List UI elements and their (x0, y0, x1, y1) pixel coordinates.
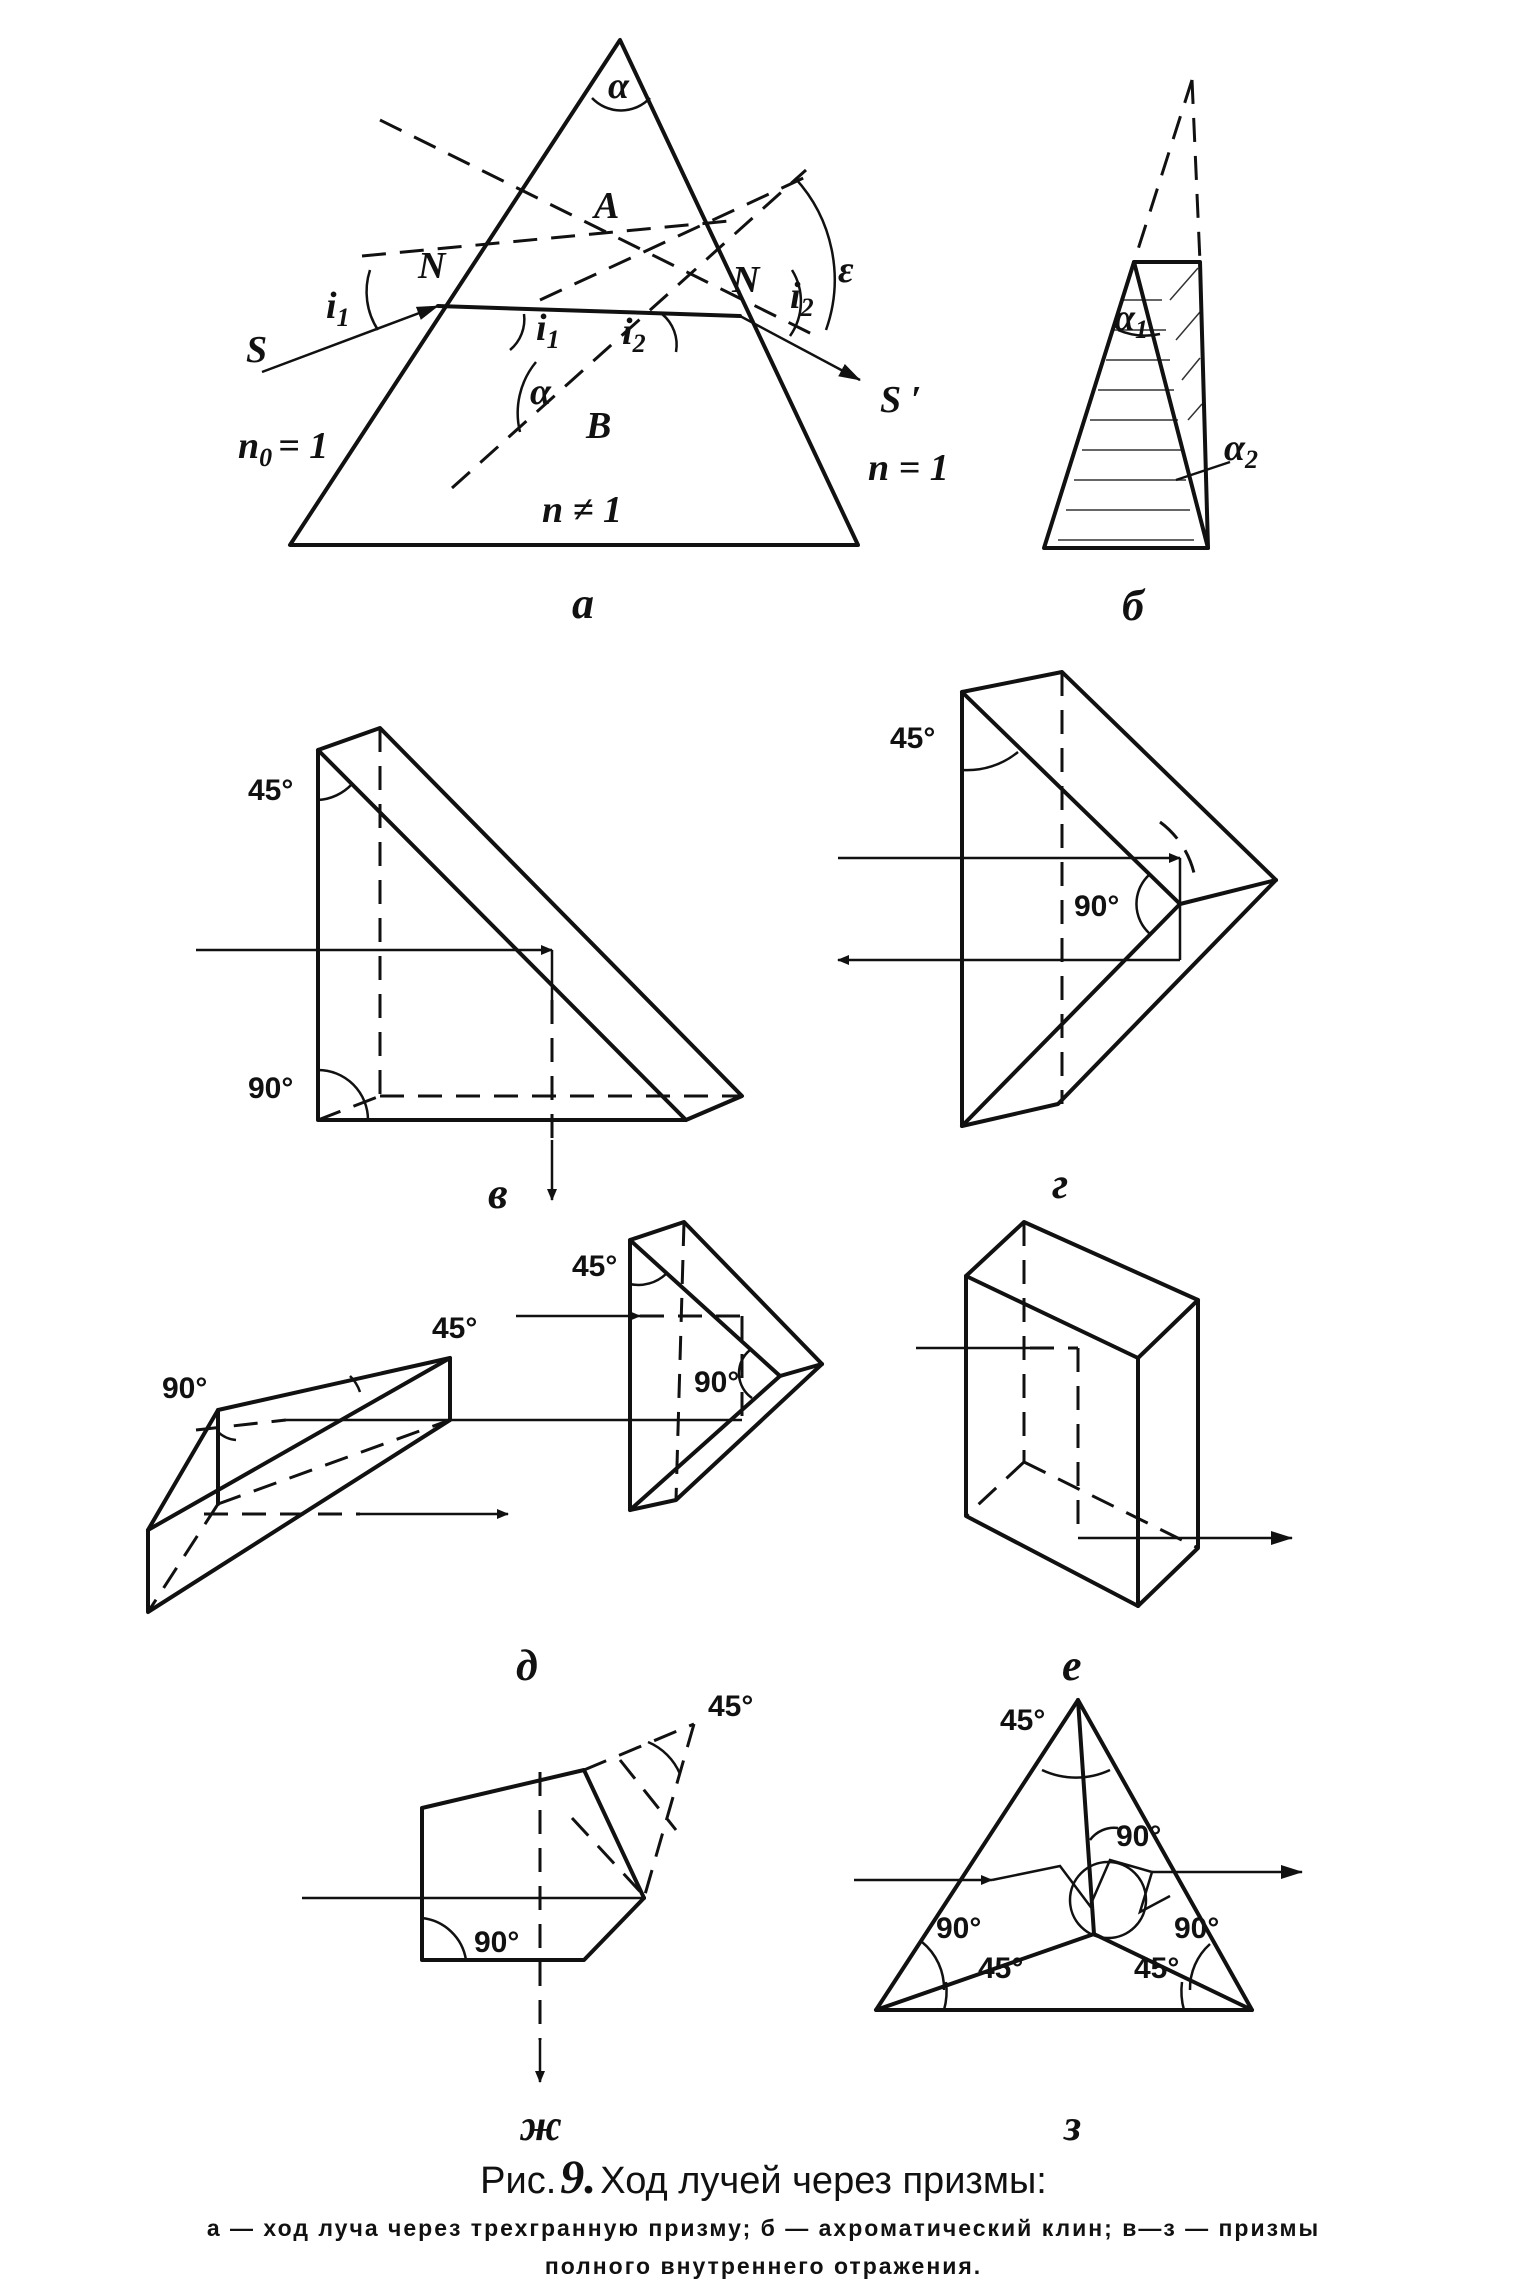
block-front-edge (1138, 1300, 1198, 1358)
angle-45-label: 45° (572, 1250, 618, 1283)
panel-d-label: д (516, 1641, 538, 1690)
i2-label: $i_2$ (622, 311, 646, 358)
angle-90-arc (218, 1432, 236, 1440)
panel-g-label: г (1052, 1159, 1069, 1208)
refracted-ray (438, 306, 740, 316)
panel-d-prism-pair (148, 1222, 822, 1690)
i1-prime-label: $i_1$ (536, 307, 560, 354)
angle-45-arc (1042, 1770, 1110, 1778)
panel-v-label: в (488, 1169, 508, 1218)
angle-90-right-label: 90° (1174, 1912, 1220, 1945)
epsilon-label: ε (838, 249, 854, 291)
angle-90-label: 90° (248, 1072, 294, 1105)
angle-45-arc (962, 752, 1018, 770)
i2-arc (662, 314, 677, 352)
hidden-edge (966, 1462, 1024, 1516)
hidden-edge (1024, 1462, 1198, 1548)
i1-arc (367, 270, 378, 330)
point-N-right-label: N (732, 259, 760, 301)
angle-90-label: 90° (694, 1366, 740, 1399)
caption-description-line1: а — ход луча через трехгранную призму; б — ахроматический клин; в—з — призмы (206, 2215, 1321, 2241)
panel-a-triangular-prism (238, 40, 949, 628)
block-outline (966, 1222, 1198, 1606)
angle-90-label: 90° (162, 1372, 208, 1405)
hatch-dash (620, 1760, 676, 1830)
prism-front-edge (962, 692, 1180, 904)
caption-prefix: Рис. (480, 2160, 557, 2202)
angle-90-left-arc (922, 1942, 944, 1990)
ray-S-label: S (246, 329, 268, 371)
angle-45-arc (318, 784, 352, 800)
alpha1-label: $\alpha_1$ (1114, 297, 1149, 344)
n-right-label: n = 1 (868, 447, 949, 489)
caption-number: 9. (560, 2151, 597, 2204)
angle-45-arc (630, 1274, 666, 1285)
hidden-edge (584, 1724, 694, 1770)
hidden-edge (676, 1222, 684, 1500)
caption-title (0, 2150, 1527, 2205)
alpha2-label: $\alpha_2$ (1224, 427, 1259, 474)
angle-45-left-label: 45° (978, 1952, 1024, 1985)
panel-z-triangular-prism (854, 1700, 1302, 2150)
panel-zh-label: ж (520, 2101, 562, 2150)
block-front-edge (966, 1276, 1138, 1358)
apex-angle-label: α (608, 65, 630, 107)
angle-45-arc (648, 1742, 680, 1774)
wedge-extension (1134, 80, 1192, 262)
angle-45-right-label: 45° (1134, 1952, 1180, 1985)
i1-label: $i_1$ (326, 285, 350, 332)
angle-45-label: 45° (708, 1690, 754, 1723)
angle-90-arc (422, 1918, 466, 1960)
angle-90-arc (1136, 874, 1150, 934)
prism-hypotenuse-edge (318, 750, 686, 1120)
i2-prime-label: $i_2$ (790, 275, 814, 322)
panel-b-achromatic-wedge (1044, 80, 1258, 630)
angle-90-label: 90° (474, 1926, 520, 1959)
angle-45-top-label: 45° (1000, 1704, 1046, 1737)
hidden-edge (318, 1096, 380, 1120)
prism-outline (290, 40, 858, 545)
hidden-edge (148, 1504, 218, 1612)
panel-e-block-prism (916, 1222, 1292, 1690)
figure-caption (0, 2150, 1527, 2281)
angle-45-right-arc (1181, 1982, 1184, 2010)
panel-zh-pentaprism-section (302, 1690, 753, 2150)
i1p-arc (510, 314, 524, 350)
panel-e-label: е (1062, 1641, 1082, 1690)
caption-title-text: Ход лучей через призмы: (600, 2160, 1047, 2202)
panel-z-label: з (1064, 2101, 1082, 2150)
panel-b-label: б (1122, 581, 1144, 630)
extension-line (540, 175, 810, 300)
alpha2-leader (1176, 462, 1230, 480)
angle-45-label: 45° (890, 722, 936, 755)
alpha-inner-label: α (530, 371, 552, 413)
prism-outline (422, 1770, 644, 1960)
wedge-interface (1134, 262, 1208, 548)
angle-45-label: 45° (248, 774, 294, 807)
n-inside-label: n ≠ 1 (542, 489, 622, 531)
angle-90-arc (318, 1070, 368, 1120)
center-circle (1070, 1862, 1146, 1938)
prism-outline (318, 728, 742, 1120)
hidden-edge (644, 1724, 694, 1898)
point-B-label: B (586, 405, 612, 447)
angle-90-inner-label: 90° (1116, 1820, 1162, 1853)
angle-45-label: 45° (432, 1312, 478, 1345)
point-A-label: A (594, 185, 620, 227)
angle-90-label: 90° (1074, 890, 1120, 923)
angle-90-left-label: 90° (936, 1912, 982, 1945)
panel-g-reflecting-prism (838, 672, 1276, 1208)
panel-v-right-angle-prism (196, 728, 742, 1218)
panel-a-label: а (572, 579, 594, 628)
caption-description-line2: полного внутреннего отражения. (544, 2253, 983, 2279)
angle-arc-dashed (1160, 822, 1196, 884)
right-prism-edge (630, 1240, 780, 1376)
n0-label: $n_0 = 1$ (238, 425, 329, 472)
hatch-dash (572, 1818, 646, 1898)
angle-90-arc (1090, 1828, 1118, 1840)
wedge-extension (1192, 80, 1200, 262)
emergent-ray-S-prime (740, 316, 860, 380)
ray-S-prime-label: S ′ (880, 379, 922, 421)
point-N-left-label: N (418, 245, 446, 287)
